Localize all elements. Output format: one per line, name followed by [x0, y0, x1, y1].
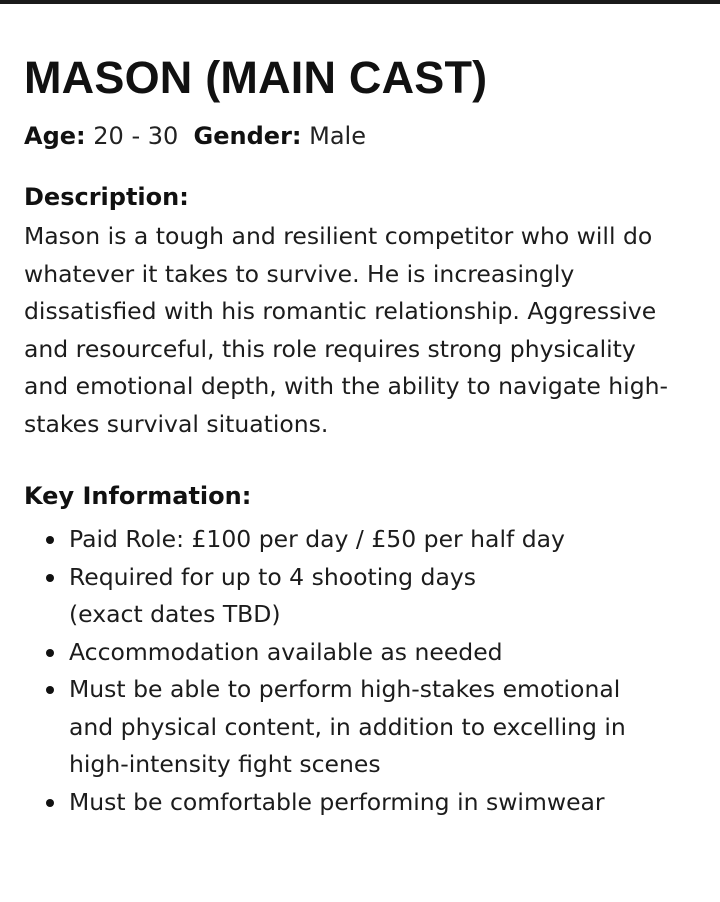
top-divider: [0, 0, 720, 4]
list-item-line: Required for up to 4 shooting days: [69, 562, 476, 591]
list-item: [24, 784, 714, 822]
list-item: [24, 559, 714, 634]
casting-card: [24, 52, 714, 821]
list-item: [24, 671, 714, 784]
description-line: and resourceful, this role requires strong physicality: [24, 334, 636, 363]
list-item: [24, 634, 714, 672]
age-value: 20 - 30: [93, 122, 179, 150]
bullet-icon: [46, 536, 54, 544]
gender-label: Gender:: [193, 122, 302, 150]
list-item: [24, 521, 714, 559]
description-line: and emotional depth, with the ability to navigate high-: [24, 372, 668, 400]
description-line: Mason is a tough and resilient competitor who will do: [24, 222, 653, 250]
description-line: whatever it takes to survive. He is increasingly: [24, 259, 575, 288]
bullet-icon: [46, 799, 54, 807]
list-item-line: Paid Role: £100 per day / £50 per half day: [69, 525, 565, 553]
description-text: [24, 218, 720, 443]
key-information-heading: Key Information:: [24, 482, 252, 510]
list-item-line: Accommodation available as needed: [69, 637, 503, 666]
list-item-line: Must be able to perform high-stakes emotional: [69, 675, 621, 703]
bullet-icon: [46, 649, 54, 657]
key-information-list: [24, 521, 714, 821]
role-meta: [24, 119, 714, 153]
list-item-line: high-intensity fight scenes: [69, 750, 381, 778]
age-label: Age:: [24, 122, 86, 150]
description-line: dissatisfied with his romantic relationship. Aggressive: [24, 297, 657, 325]
description-line: stakes survival situations.: [24, 409, 329, 438]
gender-value: Male: [309, 122, 366, 150]
list-item-line: and physical content, in addition to excelling in: [69, 712, 626, 741]
description-heading: Description:: [24, 183, 189, 211]
bullet-icon: [46, 574, 54, 582]
list-item-line: Must be comfortable performing in swimwear: [69, 787, 605, 816]
bullet-icon: [46, 686, 54, 694]
list-item-line: (exact dates TBD): [69, 600, 281, 628]
role-title: MASON (MAIN CAST): [24, 52, 488, 103]
